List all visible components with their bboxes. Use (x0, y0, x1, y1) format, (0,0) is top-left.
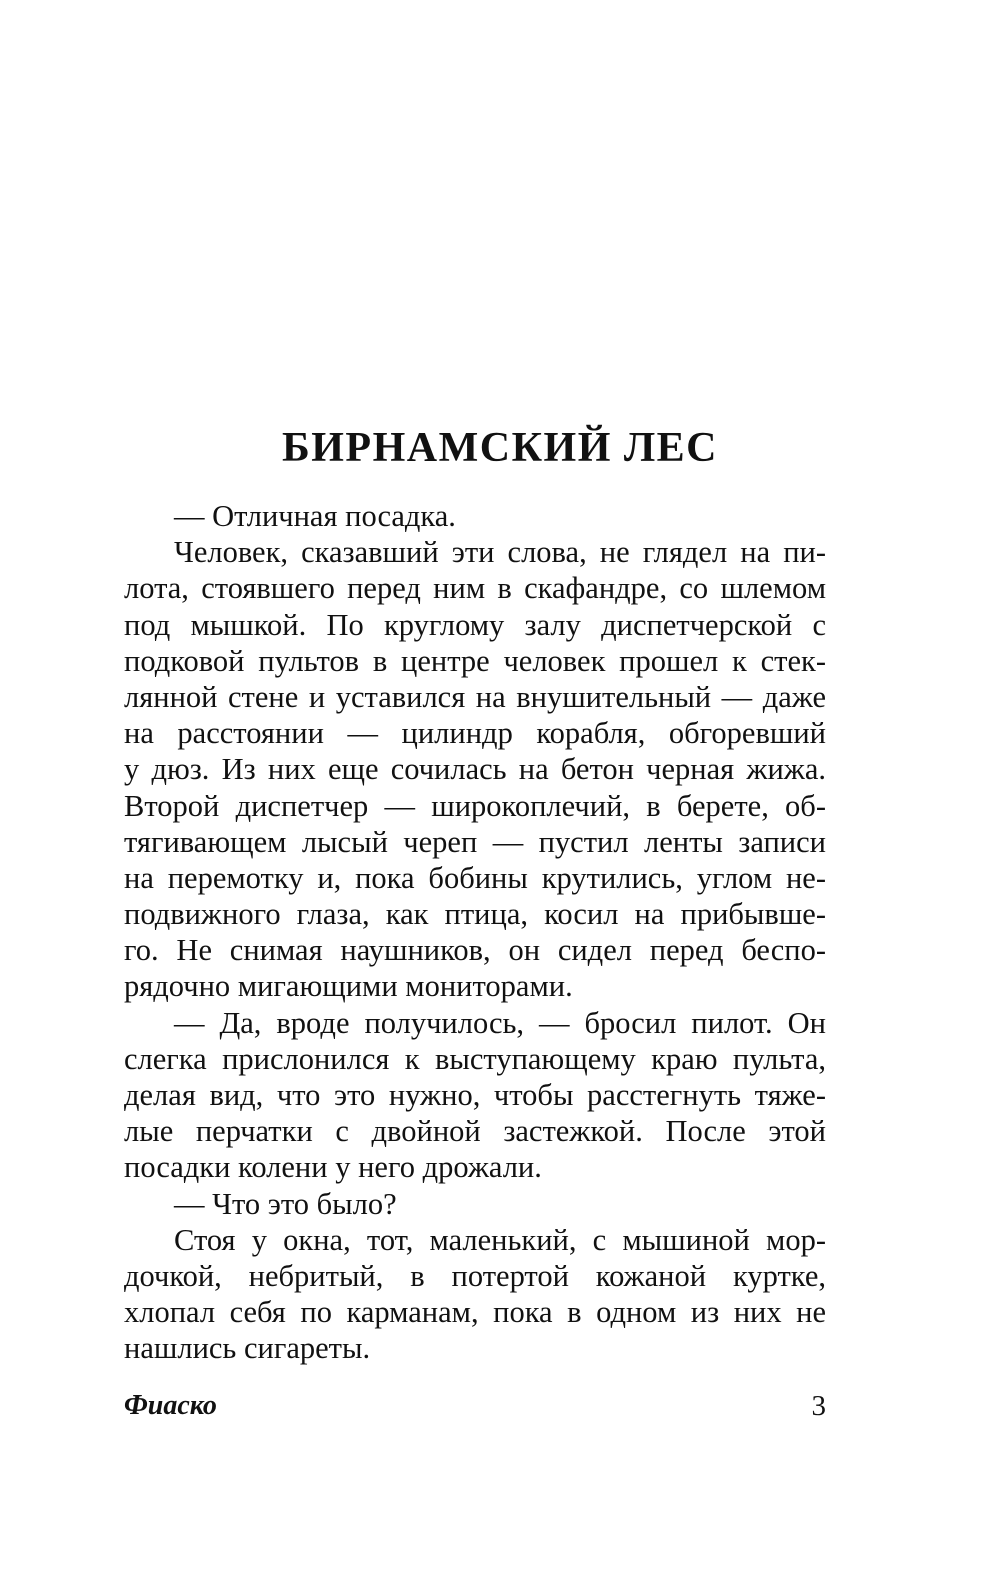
text-line: Человек, сказавший эти слова, не глядел на пи- (174, 535, 826, 570)
text-line: у дюз. Из них еще сочилась на бетон черная жижа. (124, 752, 826, 787)
text-line: на перемотку и, пока бобины крутились, углом не- (124, 860, 826, 895)
text-line: слегка прислонился к выступающему краю пульта, (124, 1041, 826, 1076)
text-line: лые перчатки с двойной застежкой. После этой (124, 1114, 826, 1149)
text-line: на расстоянии — цилиндр корабля, обгоревший (124, 716, 826, 751)
text-line: — Что это было? (174, 1186, 397, 1221)
text-line: рядочно мигающими мониторами. (124, 969, 573, 1004)
chapter-title: БИРНАМСКИЙ ЛЕС (282, 425, 718, 471)
page-number: 3 (811, 1390, 826, 1422)
text-line: го. Не снимая наушников, он сидел перед беспо- (124, 933, 826, 968)
text-line: подвижного глаза, как птица, косил на прибывше- (124, 897, 826, 932)
text-line: нашлись сигареты. (124, 1331, 371, 1366)
text-line: Стоя у окна, тот, маленький, с мышиной мор- (174, 1222, 826, 1257)
text-line: тягивающем лысый череп — пустил ленты записи (124, 824, 826, 859)
text-line: — Да, вроде получилось, — бросил пилот. Он (174, 1005, 826, 1040)
text-line: посадки колени у него дрожали. (124, 1150, 542, 1185)
text-line: под мышкой. По круглому залу диспетчерской с (124, 607, 826, 642)
text-line: — Отличная посадка. (174, 499, 456, 533)
text-line: подковой пультов в центре человек прошел к стек- (124, 643, 826, 678)
text-line: лота, стоявшего перед ним в скафандре, со шлемом (124, 571, 826, 606)
text-line: делая вид, что это нужно, чтобы расстегнуть тяже- (124, 1078, 826, 1112)
running-footer-book-title: Фиаско (124, 1390, 217, 1421)
text-line: хлопал себя по карманам, пока в одном из них не (124, 1295, 826, 1330)
text-line: дочкой, небритый, в потертой кожаной куртке, (124, 1258, 826, 1293)
text-line: Второй диспетчер — широкоплечий, в берете, об- (124, 788, 826, 823)
text-line: лянной стене и уставился на внушительный — даже (124, 679, 826, 714)
chapter-text (124, 498, 826, 1367)
